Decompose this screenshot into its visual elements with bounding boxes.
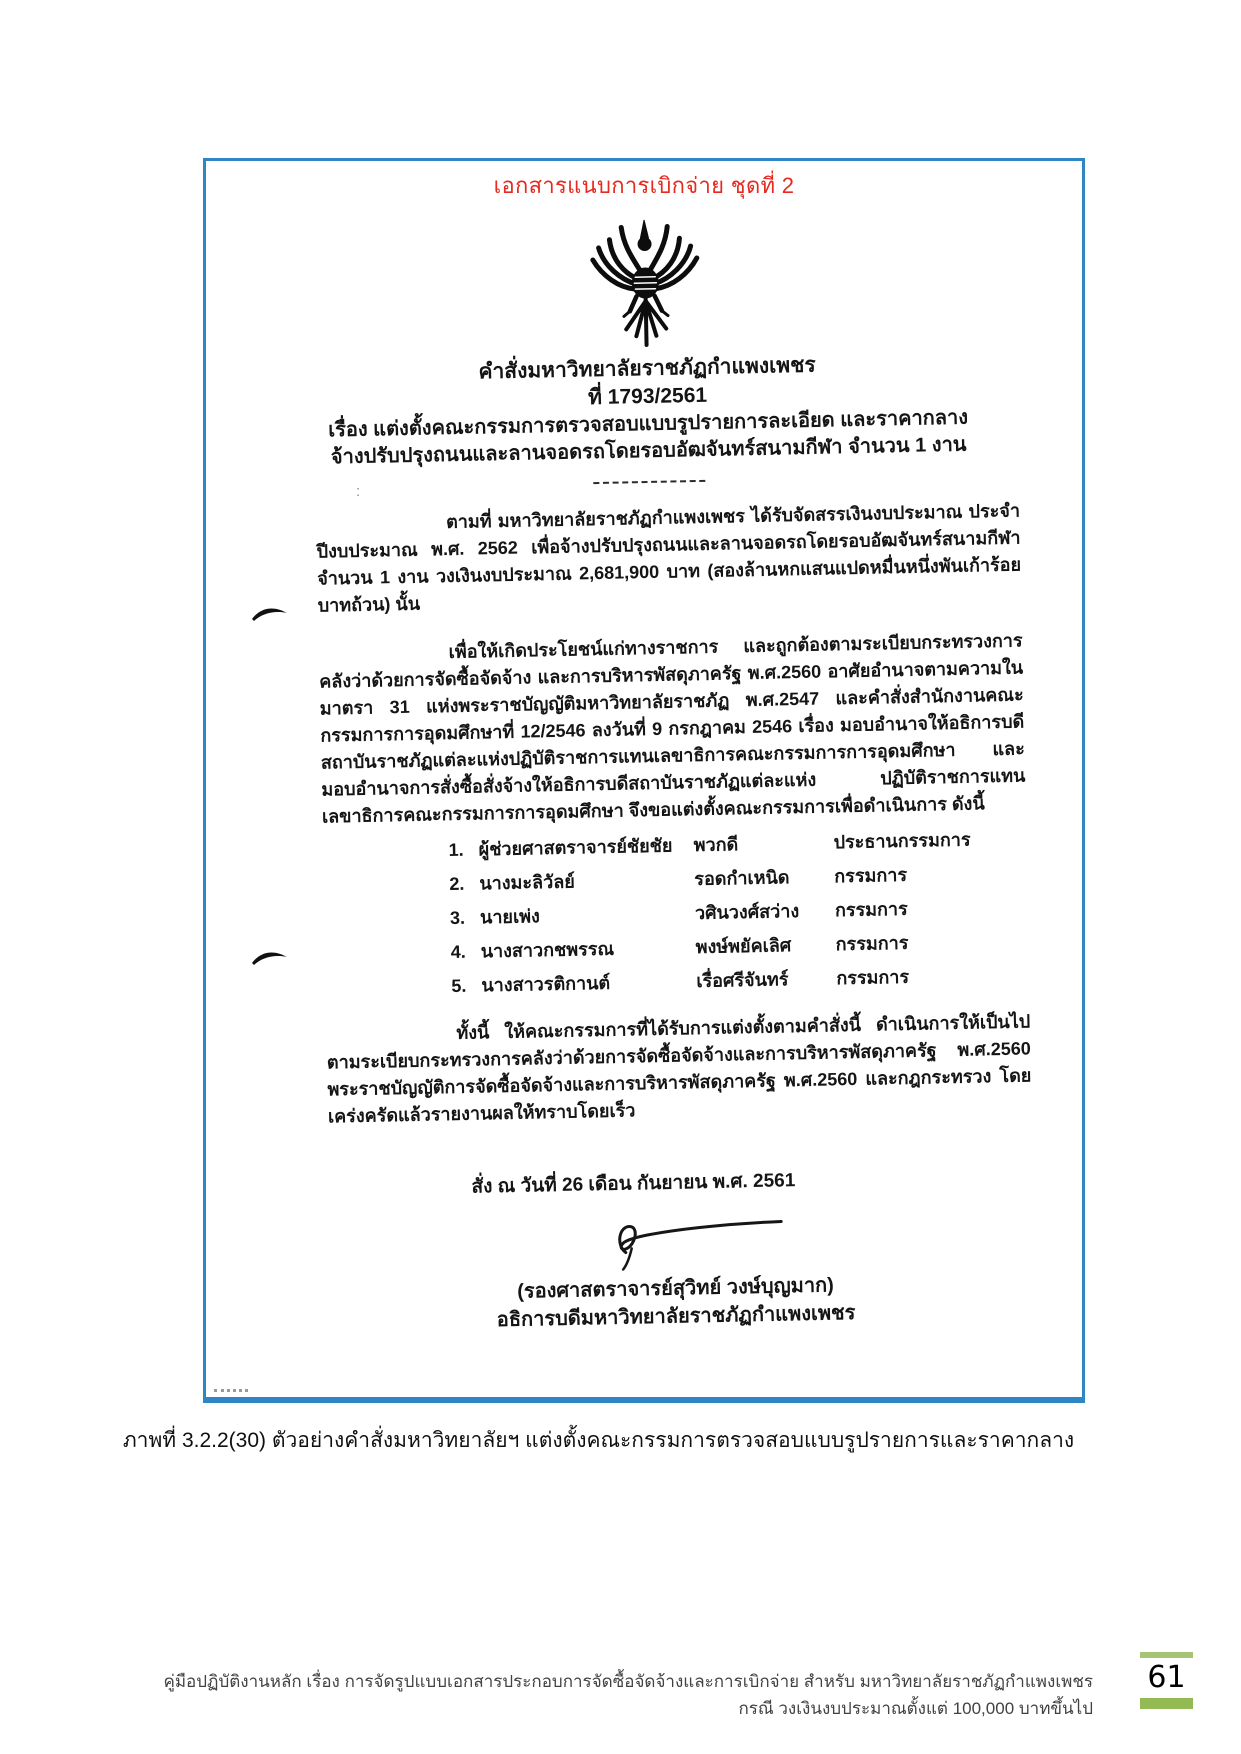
committee-surname: พวกดี — [693, 834, 739, 856]
attachment-set-label: เอกสารแนบการเบิกจ่าย ชุดที่ 2 — [493, 173, 795, 198]
committee-surname: วศินวงศ์สว่าง — [694, 901, 800, 924]
footer-line2: กรณี วงเงินงบประมาณตั้งแต่ 100,000 บาทขึ้นไป — [738, 1699, 1093, 1718]
committee-role: กรรมการ — [836, 966, 910, 989]
committee-no: 3. — [449, 907, 466, 929]
committee-surname: พงษ์พยัคเลิศ — [695, 935, 792, 958]
scanned-document-frame — [203, 158, 1085, 1403]
green-bar-top — [1140, 1652, 1193, 1658]
committee-row — [448, 826, 1054, 862]
divider-dashes — [593, 480, 705, 484]
order-date-line: สั่ง ณ วันที่ 26 เดือน กันยายน พ.ศ. 2561 — [471, 1170, 796, 1198]
signer-title: อธิการบดีมหาวิทยาลัยราชภัฏกำแพงเพชร — [496, 1301, 856, 1332]
committee-name: นางสาวกชพรรณ — [480, 938, 615, 962]
garuda-emblem-icon — [585, 216, 706, 356]
committee-role: กรรมการ — [835, 932, 909, 955]
footer-line1: คู่มือปฏิบัติงานหลัก เรื่อง การจัดรูปแบบเอกสารประกอบการจัดซื้อจัดจ้างและการเบิกจ่าย สำหรับ มหาวิทยาลัยราชภัฏกำแพงเพชร — [163, 1672, 1093, 1691]
order-subject-line2: จ้างปรับปรุงถนนและลานจอดรถโดยรอบอัฒจันทร์สนามกีฬา จำนวน 1 งาน — [330, 433, 967, 469]
green-bar-bottom — [1140, 1698, 1193, 1709]
page-number: 61 — [1147, 1660, 1186, 1695]
signature-icon — [579, 1211, 790, 1271]
paragraph-compliance: ทั้งนี้ ให้คณะกรรมการที่ได้รับการแต่งตั้งตามคำสั่งนี้ ดำเนินการให้เป็นไปตามระเบียบกระทรวงการคลังว่าด้วยการจัดซื้อจัดจ้างและการบริหารพัสดุภาครัฐ พ.ศ.2560 พระราชบัญญัติการจัดซื้อจัดจ้างและการบริหารพัสดุภาครัฐ พ.ศ.2560 และกฎกระทรวง โดยเคร่งครัดแล้วรายงานผลให้ทราบโดยเร็ว — [326, 1011, 1032, 1127]
committee-no: 1. — [448, 839, 464, 861]
committee-name: นางสาวรติกานต์ — [481, 972, 611, 996]
committee-no: 4. — [450, 941, 466, 963]
scanned-order-content — [206, 208, 1085, 1339]
committee-role: ประธานกรรมการ — [833, 829, 971, 853]
committee-list — [448, 826, 1057, 998]
scan-mark-artifact — [251, 949, 289, 967]
committee-no: 2. — [449, 873, 465, 895]
signer-name: (รองศาสตราจารย์สุวิทย์ วงษ์บุญมาก) — [516, 1274, 835, 1303]
committee-role: กรรมการ — [834, 864, 908, 887]
paragraph-budget: ตามที่ มหาวิทยาลัยราชภัฏกำแพงเพชร ได้รับจัดสรรเงินงบประมาณ ประจำปีงบประมาณ พ.ศ. 2562 เพื่อจ้างปรับปรุงถนนและลานจอดรถโดยรอบอัฒจันทร์สนามกีฬา จำนวน 1 งาน วงเงินงบประมาณ 2,681,900 บาท (สองล้านหกแสนแปดหมื่นหนึ่งพันเก้าร้อยบาทถ้วน) นั้น — [316, 500, 1022, 616]
committee-row — [450, 894, 1056, 930]
committee-name: นายเพ่ง — [479, 906, 540, 928]
scan-colon-artifact: : — [356, 483, 361, 500]
scan-mark-artifact — [251, 605, 289, 623]
figure-caption: ภาพที่ 3.2.2(30) ตัวอย่างคำสั่งมหาวิทยาลัยฯ แต่งตั้งคณะกรรมการตรวจสอบแบบรูปรายการและราคากลาง — [122, 1429, 1075, 1452]
committee-row — [450, 928, 1056, 964]
order-number: ที่ 1793/2561 — [587, 383, 708, 410]
scan-smudge-artifact — [214, 1389, 248, 1392]
committee-surname: รอดกำเหนิด — [694, 867, 790, 890]
committee-name: นางมะลิวัลย์ — [479, 871, 575, 894]
committee-role: กรรมการ — [834, 898, 908, 921]
committee-no: 5. — [451, 975, 467, 997]
committee-name: ผู้ช่วยศาสตราจารย์ชัยชัย — [478, 835, 673, 860]
paragraph-authority: เพื่อให้เกิดประโยชน์แก่ทางราชการ และถูกต้องตามระเบียบกระทรวงการคลังว่าด้วยการจัดซื้อจัดจ้าง และการบริหารพัสดุภาครัฐ พ.ศ.2560 อาศัยอำนาจตามความในมาตรา 31 แห่งพระราชบัญญัติมหาวิทยาลัยราชภัฏ พ.ศ.2547 และคำสั่งสำนักงานคณะกรรมการการอุดมศึกษาที่ 12/2546 ลงวันที่ 9 กรกฎาคม 2546 เรื่อง มอบอำนาจให้อธิการบดีสถาบันราชภัฏแต่ละแห่งปฏิบัติราชการแทนเลขาธิการคณะกรรมการการอุดมศึกษา และมอบอำนาจการสั่งซื้อสั่งจ้างให้อธิการบดีสถาบันราชภัฏแต่ละแห่ง ปฏิบัติราชการแทนเลขาธิการคณะกรรมการการอุดมศึกษา จึงขอแต่งตั้งคณะกรรมการเพื่อดำเนินการ ดังนี้ — [319, 630, 1026, 827]
order-title: คำสั่งมหาวิทยาลัยราชภัฏกำแพงเพชร — [478, 353, 816, 384]
committee-row — [449, 860, 1055, 896]
committee-surname: เรื่อศรีจันทร์ — [696, 969, 789, 992]
page-number-block — [1140, 1652, 1193, 1709]
page-footer — [163, 1668, 1093, 1722]
committee-row — [451, 962, 1057, 998]
order-subject-line1: เรื่อง แต่งตั้งคณะกรรมการตรวจสอบแบบรูปรายการละเอียด และราคากลาง — [328, 406, 969, 442]
